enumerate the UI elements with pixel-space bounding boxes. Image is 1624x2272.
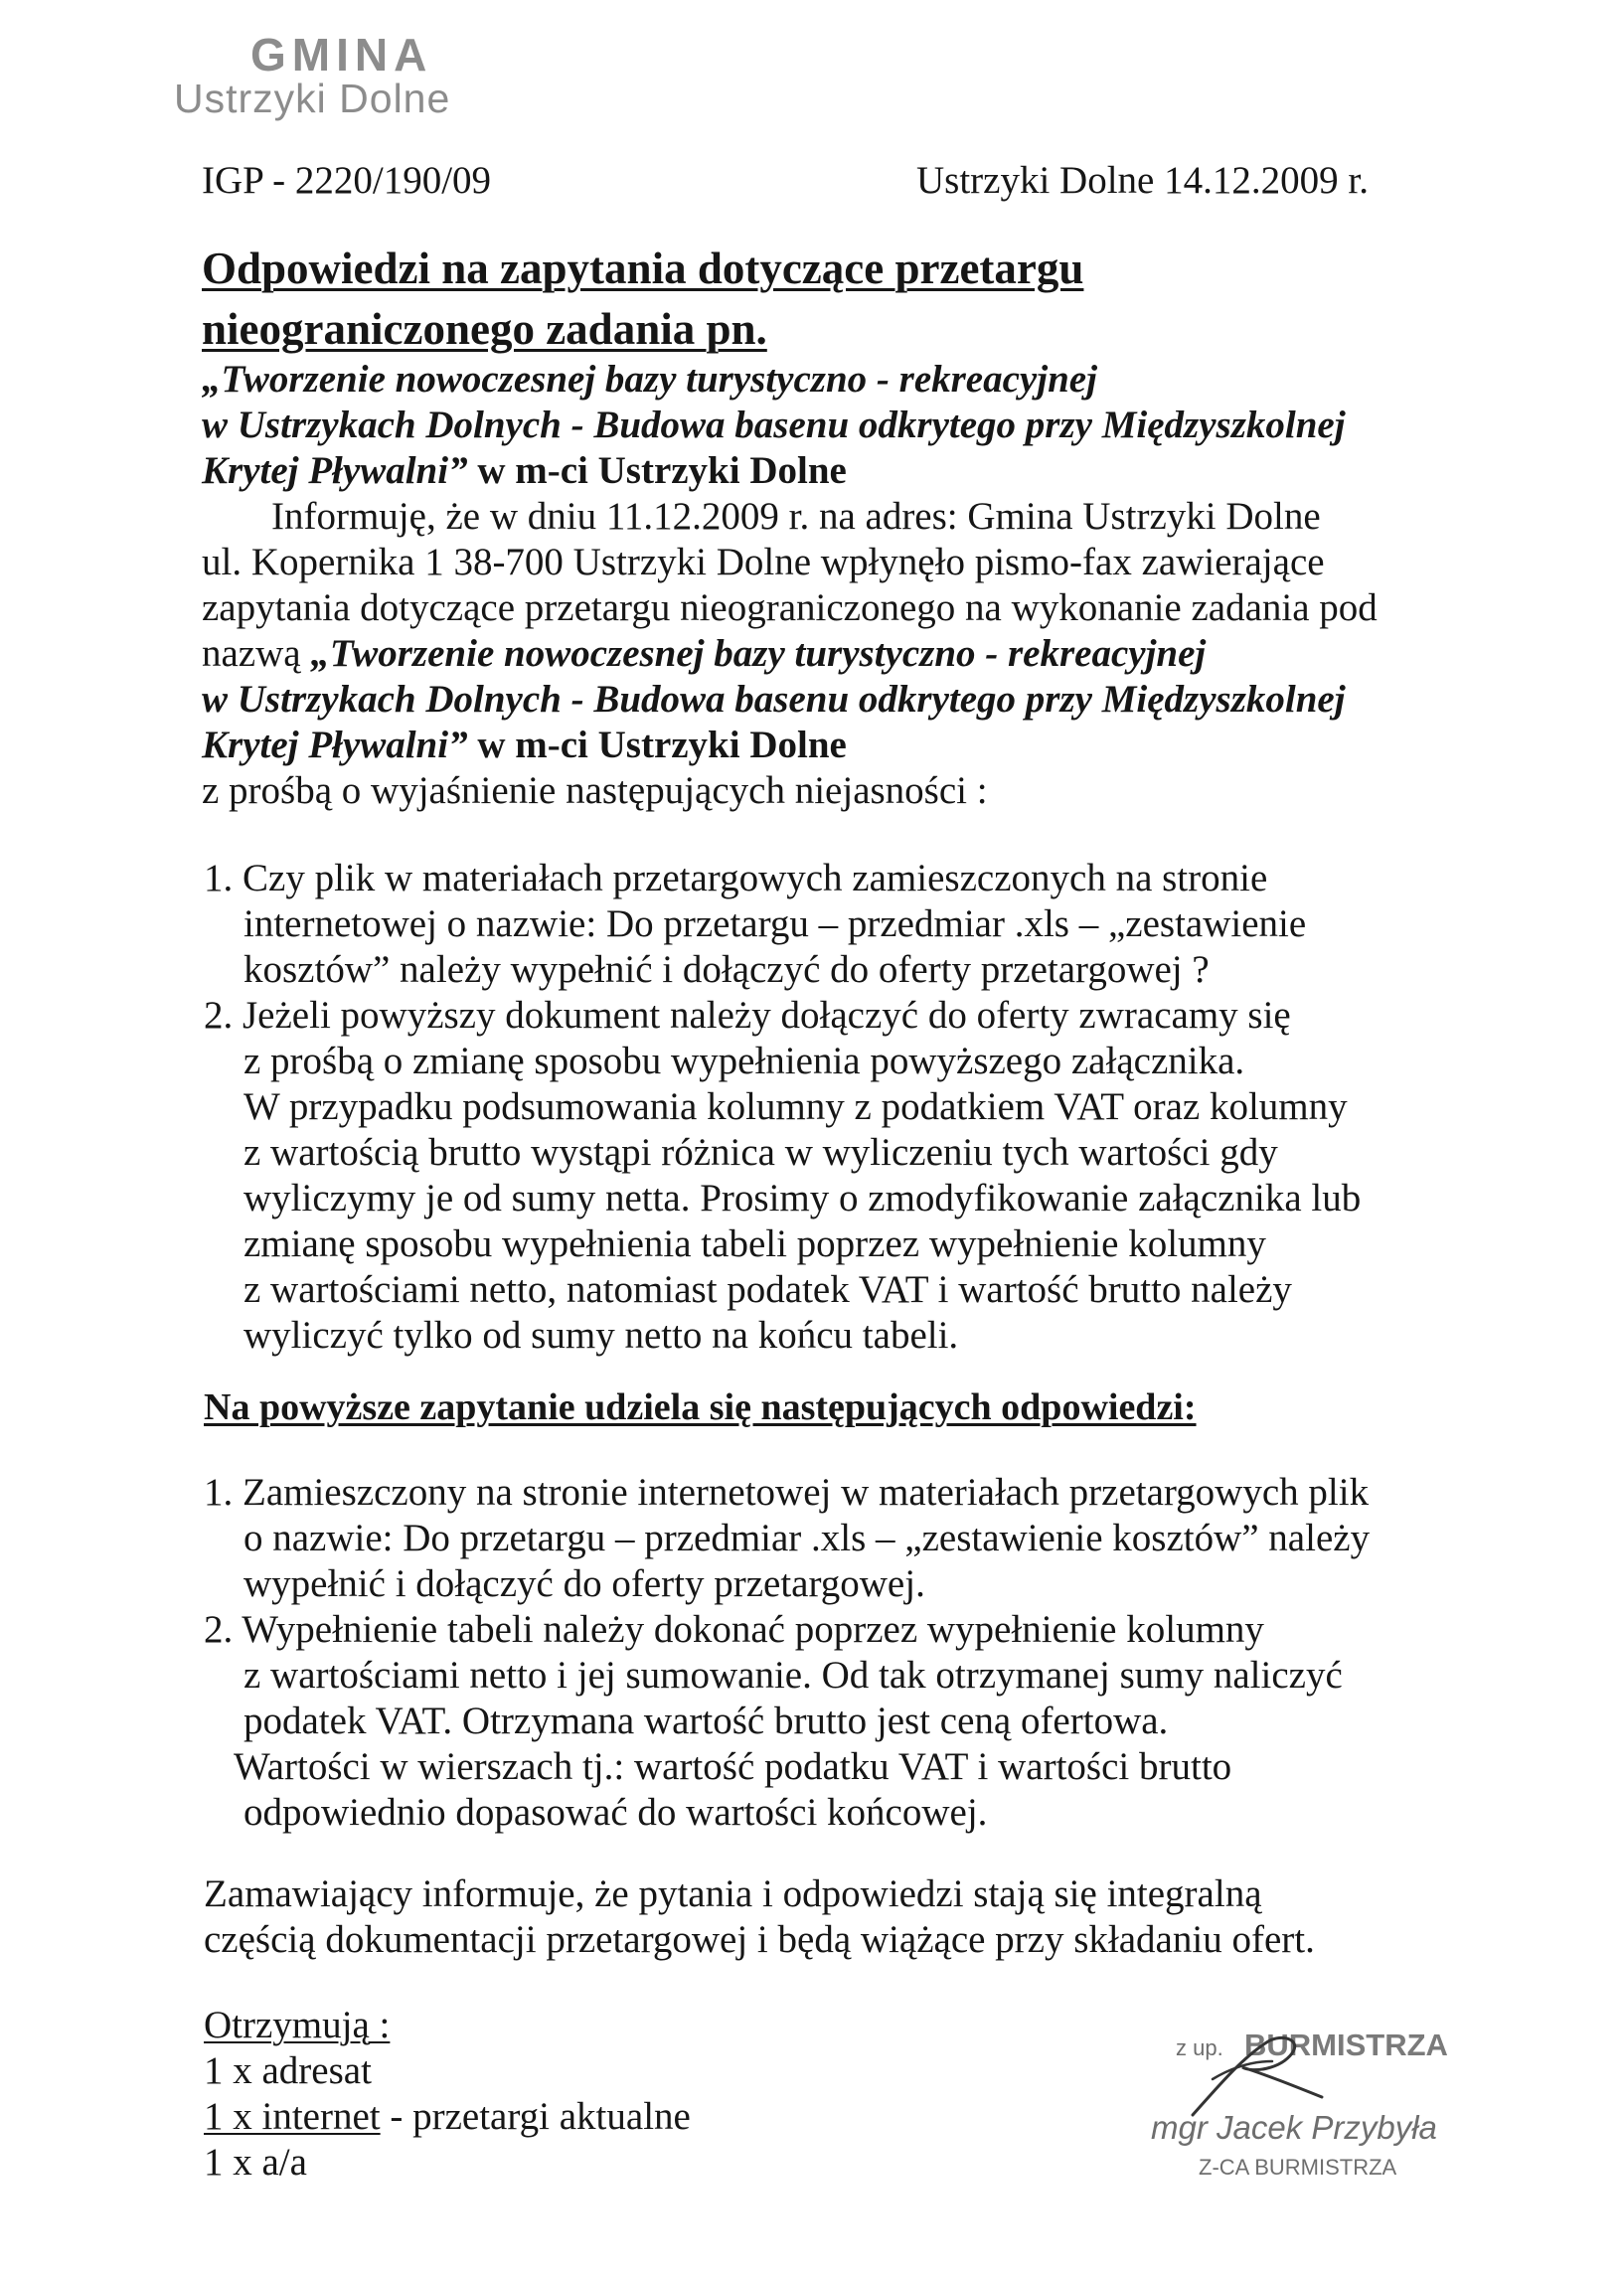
answers-heading: Na powyższe zapytanie udziela się następujących odpowiedzi: xyxy=(204,1386,1197,1428)
recipient-2: 1 x internet - przetargi aktualne xyxy=(204,2095,691,2138)
answer-2-line2: z wartościami netto i jej sumowanie. Od tak otrzymanej sumy naliczyć xyxy=(244,1654,1343,1697)
task-name-line3: Krytej Pływalni” w m-ci Ustrzyki Dolne xyxy=(202,449,847,492)
question-1-line2: internetowej o nazwie: Do przetargu – przedmiar .xls – „zestawienie xyxy=(244,902,1307,945)
answer-1-line3: wypełnić i dołączyć do oferty przetargowej. xyxy=(244,1562,925,1605)
closing-line2: częścią dokumentacji przetargowej i będą wiążące przy składaniu ofert. xyxy=(204,1918,1315,1961)
signatory-role: Z-CA BURMISTRZA xyxy=(1199,2155,1397,2180)
question-2-line3: W przypadku podsumowania kolumny z podatkiem VAT oraz kolumny xyxy=(244,1085,1348,1128)
question-1-line3: kosztów” należy wypełnić i dołączyć do oferty przetargowej ? xyxy=(244,948,1210,991)
answer-2-line4: Wartości w wierszach tj.: wartość podatku VAT i wartości brutto xyxy=(234,1745,1232,1788)
intro-line1: Informuję, że w dniu 11.12.2009 r. na adres: Gmina Ustrzyki Dolne xyxy=(271,495,1321,538)
reference-number: IGP - 2220/190/09 xyxy=(202,159,492,202)
answer-2-line3: podatek VAT. Otrzymana wartość brutto jest ceną ofertowa. xyxy=(244,1700,1169,1742)
recipient-3: 1 x a/a xyxy=(204,2141,307,2184)
question-2-line7: z wartościami netto, natomiast podatek VAT i wartość brutto należy xyxy=(244,1268,1292,1311)
document-title-line1: Odpowiedzi na zapytania dotyczące przetargu xyxy=(202,243,1084,293)
question-2-line5: wyliczymy je od sumy netta. Prosimy o zmodyfikowanie załącznika lub xyxy=(244,1177,1362,1219)
signature-prefix: z up. xyxy=(1176,2035,1223,2060)
answer-2-line5: odpowiednio dopasować do wartości końcowej. xyxy=(244,1791,988,1834)
intro-line2: ul. Kopernika 1 38-700 Ustrzyki Dolne wpłynęło pismo-fax zawierające xyxy=(202,541,1325,583)
stamp-gmina: GMINA xyxy=(250,29,433,81)
signatory-name: mgr Jacek Przybyła xyxy=(1151,2109,1437,2146)
question-1-line1: 1. Czy plik w materiałach przetargowych zamieszczonych na stronie xyxy=(204,857,1268,899)
answer-1-line2: o nazwie: Do przetargu – przedmiar .xls – „zestawienie kosztów” należy xyxy=(244,1517,1371,1559)
question-2-line6: zmianę sposobu wypełnienia tabeli poprzez wypełnienie kolumny xyxy=(244,1222,1266,1265)
intro-line5: w Ustrzykach Dolnych - Budowa basenu odkrytego przy Międzyszkolnej xyxy=(202,678,1346,721)
task-name-line2: w Ustrzykach Dolnych - Budowa basenu odkrytego przy Międzyszkolnej xyxy=(202,404,1346,446)
signature-title: BURMISTRZA xyxy=(1244,2028,1448,2062)
recipient-1: 1 x adresat xyxy=(204,2049,372,2092)
intro-line4: nazwą „Tworzenie nowoczesnej bazy turystyczno - rekreacyjnej xyxy=(202,632,1207,675)
intro-line7: z prośbą o wyjaśnienie następujących niejasności : xyxy=(202,769,988,812)
recipients-heading: Otrzymują : xyxy=(204,2004,391,2046)
stamp-town: Ustrzyki Dolne xyxy=(174,76,451,121)
intro-line6: Krytej Pływalni” w m-ci Ustrzyki Dolne xyxy=(202,724,847,766)
question-2-line8: wyliczyć tylko od sumy netto na końcu tabeli. xyxy=(244,1314,959,1357)
place-date: Ustrzyki Dolne 14.12.2009 r. xyxy=(916,159,1369,202)
answer-2-line1: 2. Wypełnienie tabeli należy dokonać poprzez wypełnienie kolumny xyxy=(204,1608,1264,1651)
task-name-line1: „Tworzenie nowoczesnej bazy turystyczno - rekreacyjnej xyxy=(202,358,1097,401)
question-2-line4: z wartością brutto wystąpi różnica w wyliczeniu tych wartości gdy xyxy=(244,1131,1278,1174)
answer-1-line1: 1. Zamieszczony na stronie internetowej w materiałach przetargowych plik xyxy=(204,1471,1370,1514)
document-title-line2: nieograniczonego zadania pn. xyxy=(202,304,767,354)
question-2-line1: 2. Jeżeli powyższy dokument należy dołączyć do oferty zwracamy się xyxy=(204,994,1291,1037)
closing-line1: Zamawiający informuje, że pytania i odpowiedzi stają się integralną xyxy=(204,1872,1262,1915)
intro-line3: zapytania dotyczące przetargu nieograniczonego na wykonanie zadania pod xyxy=(202,586,1378,629)
question-2-line2: z prośbą o zmianę sposobu wypełnienia powyższego załącznika. xyxy=(244,1040,1245,1082)
